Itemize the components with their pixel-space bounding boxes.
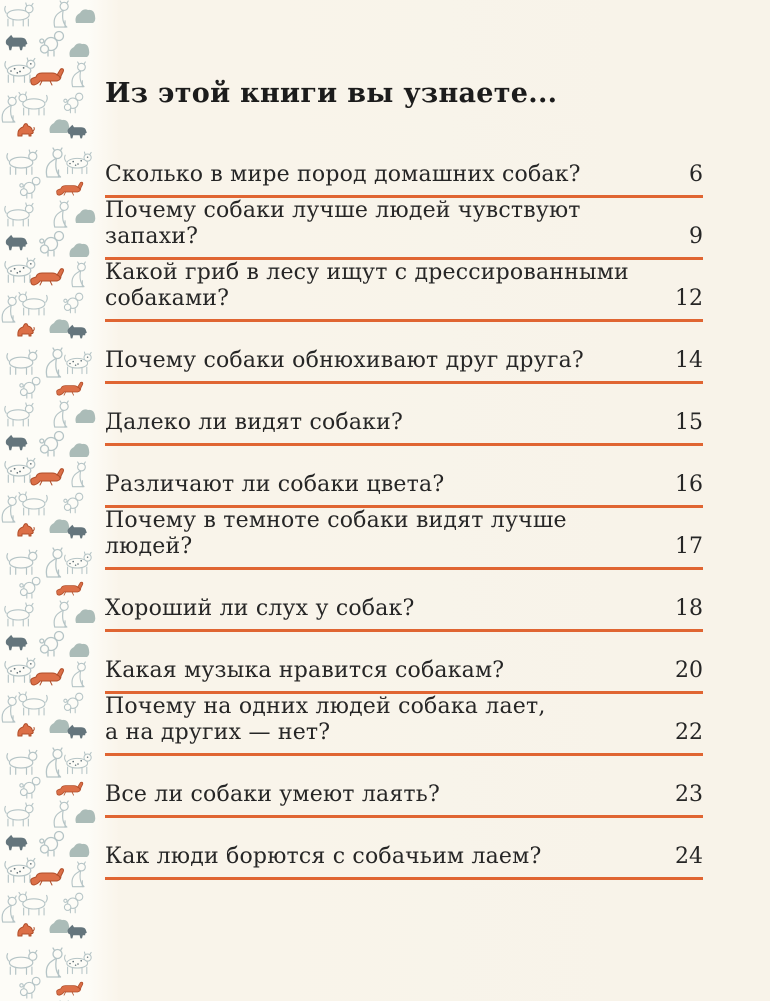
toc-question-line: Хороший ли слух у собак?	[105, 596, 415, 621]
toc-question-line: Почему в темноте собаки видят лучше людей?	[105, 508, 567, 559]
page-title: Из этой книги вы узнаете...	[105, 78, 558, 109]
toc-question	[105, 694, 657, 746]
toc-page-number: 9	[689, 224, 703, 249]
toc-question-line: собаками?	[105, 286, 230, 311]
toc-question-line: Все ли собаки умеют лаять?	[105, 782, 440, 807]
toc-question	[105, 782, 657, 808]
toc-entry	[105, 322, 703, 384]
toc-question-line: Почему на одних людей собака лает,	[105, 694, 546, 719]
toc-page-number: 6	[689, 162, 703, 187]
toc-entry	[105, 260, 703, 322]
toc-page-number: 24	[675, 844, 703, 869]
toc-question-line: Сколько в мире пород домашних собак?	[105, 162, 581, 187]
toc-page-number: 14	[675, 348, 703, 373]
toc-page-number: 20	[675, 658, 703, 683]
toc-question-line: а на других — нет?	[105, 720, 331, 745]
toc-question	[105, 162, 657, 188]
toc-entry	[105, 632, 703, 694]
toc-entry	[105, 508, 703, 570]
toc-content	[105, 80, 703, 880]
toc-question-line: Различают ли собаки цвета?	[105, 472, 445, 497]
toc-entry	[105, 198, 703, 260]
toc-question-line: Почему собаки лучше людей чувствуют	[105, 198, 581, 223]
toc-question-line: Как люди борются с собачьим лаем?	[105, 844, 542, 869]
toc-entry	[105, 570, 703, 632]
toc-entry	[105, 446, 703, 508]
toc-question-line: Почему собаки обнюхивают друг друга?	[105, 348, 584, 373]
toc-page-number: 23	[675, 782, 703, 807]
toc-question	[105, 410, 657, 436]
table-of-contents	[105, 136, 703, 880]
toc-page-number: 12	[675, 286, 703, 311]
toc-page-number: 18	[675, 596, 703, 621]
toc-question	[105, 198, 657, 250]
toc-question	[105, 472, 657, 498]
toc-page-number: 17	[675, 534, 703, 559]
toc-page-number: 16	[675, 472, 703, 497]
toc-question	[105, 596, 657, 622]
toc-question-line: запахи?	[105, 224, 199, 249]
toc-entry	[105, 384, 703, 446]
toc-entry	[105, 818, 703, 880]
dog-pattern-art	[0, 0, 96, 1001]
toc-question-line: Какой гриб в лесу ищут с дрессированными	[105, 260, 629, 285]
toc-question	[105, 844, 657, 870]
dog-pattern-border	[0, 0, 96, 1001]
toc-question-line: Далеко ли видят собаки?	[105, 410, 403, 435]
toc-entry	[105, 756, 703, 818]
toc-question	[105, 658, 657, 684]
toc-question	[105, 348, 657, 374]
toc-page-number: 15	[675, 410, 703, 435]
toc-entry	[105, 694, 703, 756]
toc-question	[105, 260, 657, 312]
toc-page-number: 22	[675, 720, 703, 745]
toc-question-line: Какая музыка нравится собакам?	[105, 658, 505, 683]
toc-question	[105, 508, 657, 560]
toc-entry	[105, 136, 703, 198]
